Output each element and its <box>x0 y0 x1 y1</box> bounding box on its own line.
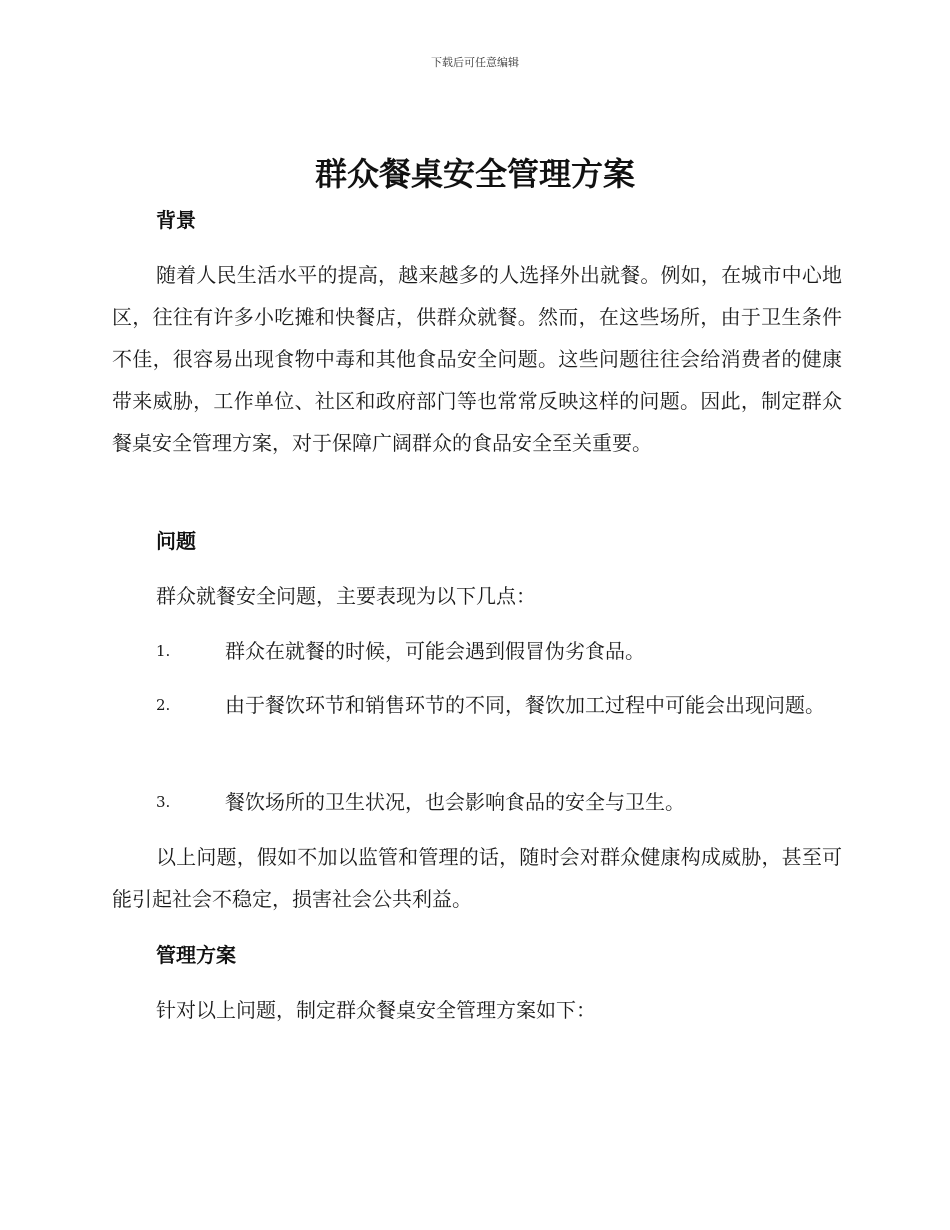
list-item <box>112 630 842 672</box>
problem-intro: 群众就餐安全问题，主要表现为以下几点： <box>156 584 536 608</box>
section-heading-background: 背景 <box>156 208 196 232</box>
list-item-number: 3. <box>156 793 171 811</box>
document-title: 群众餐桌安全管理方案 <box>314 155 635 193</box>
list-item-number: 2. <box>156 696 171 714</box>
list-item-text: 群众在就餐的时候，可能会遇到假冒伪劣食品。 <box>225 639 645 663</box>
section-heading-problem: 问题 <box>156 529 196 553</box>
background-paragraph: 随着人民生活水平的提高，越来越多的人选择外出就餐。例如，在城市中心地区，往往有许多小吃摊和快餐店，供群众就餐。然而，在这些场所，由于卫生条件不佳，很容易出现食物中毒和其他食品安全问题。这些问题往往会给消费者的健康带来威胁，工作单位、社区和政府部门等也常常反映这样的问题。因此，制定群众餐桌安全管理方案，对于保障广阔群众的食品安全至关重要。 <box>112 263 842 455</box>
problem-conclusion: 以上问题，假如不加以监管和管理的话，随时会对群众健康构成威胁，甚至可能引起社会不稳定，损害社会公共利益。 <box>112 845 842 911</box>
list-item-number: 1. <box>156 642 171 660</box>
section-heading-plan: 管理方案 <box>156 943 236 967</box>
plan-intro: 针对以上问题，制定群众餐桌安全管理方案如下： <box>156 998 596 1022</box>
list-item-text: 餐饮场所的卫生状况，也会影响食品的安全与卫生。 <box>225 790 685 814</box>
list-item-text: 由于餐饮环节和销售环节的不同，餐饮加工过程中可能会出现问题。 <box>225 693 825 717</box>
list-item <box>112 781 842 823</box>
list-item <box>112 684 842 726</box>
page-header-note: 下载后可任意编辑 <box>431 56 519 69</box>
